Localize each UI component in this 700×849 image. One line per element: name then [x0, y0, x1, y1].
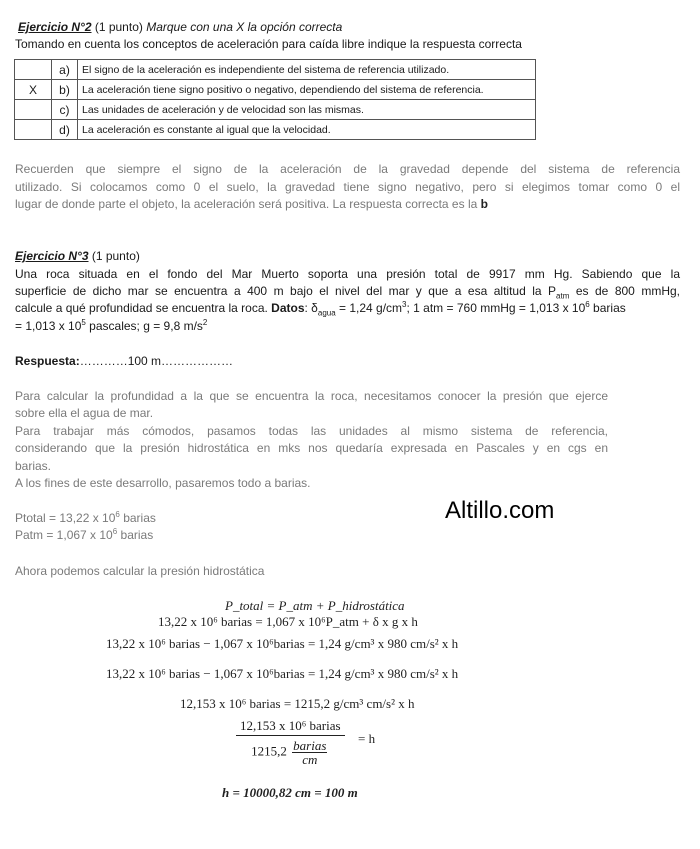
development-line: Para calcular la profundidad a la que se encuentra la roca, necesitamos conocer la presión que ejerce	[15, 389, 608, 403]
development-line: barias.	[15, 459, 52, 473]
final-result: h = 10000,82 cm = 100 m	[222, 785, 358, 800]
development-line: considerando que la presión hidrostática en mks nos quedaría expresada en Pascales y en cgs en	[15, 441, 608, 455]
ex2-answer-letter: b	[480, 197, 488, 211]
ex2-instruction: Marque con una X la opción correcta	[146, 20, 343, 34]
hydro-intro: Ahora podemos calcular la presión hidrostática	[15, 564, 265, 578]
option-mark[interactable]	[15, 100, 52, 120]
ex3-header	[15, 248, 680, 264]
option-text: Las unidades de aceleración y de velocidad son las mismas.	[78, 100, 536, 120]
ex2-explanation-line: utilizado. Si colocamos como 0 el suelo, la gravedad tiene signo negativo, pero si elegimos tomar como 0 el	[15, 180, 680, 194]
ex2-points: (1 punto)	[91, 20, 147, 34]
equation-4: 13,22 x 10⁶ barias − 1,067 x 10⁶barias = 1,24 g/cm³ x 980 cm/s² x h	[106, 666, 459, 681]
ptotal-line: Ptotal = 13,22 x $10^6$ barias	[15, 510, 156, 525]
option-letter: b)	[52, 80, 78, 100]
option-text: La aceleración tiene signo positivo o negativo, dependiendo del sistema de referencia.	[78, 80, 536, 100]
equation-6	[236, 718, 345, 766]
eq6-numerator: 12,153 x 10⁶ barias	[236, 718, 345, 736]
ex3-statement-line: Una roca situada en el fondo del Mar Muerto soporta una presión total de 9917 mm Hg. Sabiendo que la	[15, 267, 680, 281]
equation-2: 13,22 x 10⁶ barias = 1,067 x 10⁶P_atm + δ x g x h	[158, 614, 418, 629]
datos-label: Datos	[271, 301, 305, 315]
options-table	[14, 59, 536, 140]
option-mark[interactable]: X	[15, 80, 52, 100]
ex2-header	[18, 19, 683, 35]
ex2-explanation-line	[15, 196, 680, 212]
equation-1: P_total = P_atm + P_hidrostática	[225, 598, 405, 613]
equation-5: 12,153 x 10⁶ barias = 1215,2 g/cm³ cm/s² x h	[180, 696, 415, 711]
option-text: El signo de la aceleración es independiente del sistema de referencia utilizado.	[78, 60, 536, 80]
option-mark[interactable]	[15, 120, 52, 140]
development-line: sobre ella el agua de mar.	[15, 406, 154, 420]
option-letter: a)	[52, 60, 78, 80]
eq6-denominator: 1215,2 $\frac{\text{barias}}{cm}$	[251, 738, 327, 767]
ex3-points: (1 punto)	[88, 249, 140, 263]
option-letter: c)	[52, 100, 78, 120]
development-line: A los fines de este desarrollo, pasaremos todo a barias.	[15, 476, 311, 490]
respuesta-label: Respuesta:	[15, 354, 80, 368]
altillo-logo: Altillo.com	[445, 497, 555, 524]
option-row-a	[15, 60, 536, 80]
respuesta	[15, 353, 680, 369]
ex3-statement-line: = 1,013 x $10^5$ pascales; g = 9,8 $m/s^2$	[15, 318, 208, 333]
patm-line: Patm = 1,067 x $10^6$ barias	[15, 527, 154, 542]
option-row-c	[15, 100, 536, 120]
option-mark[interactable]	[15, 60, 52, 80]
respuesta-value: …………100 m………………	[79, 354, 234, 368]
option-letter: d)	[52, 120, 78, 140]
eq6-rhs: = h	[358, 731, 376, 746]
ex2-explanation-text: lugar de donde parte el objeto, la aceleración será positiva. La respuesta correcta es la	[15, 197, 481, 211]
ex3-title: Ejercicio N°3	[15, 249, 89, 263]
ex2-title: Ejercicio N°2	[18, 20, 92, 34]
equation-3: 13,22 x 10⁶ barias − 1,067 x 10⁶barias = 1,24 g/cm³ x 980 cm/s² x h	[106, 636, 459, 651]
ex3-statement-line: calcule a qué profundidad se encuentra la roca. Datos: $\delta_{agua} = 1,24$ $g/cm^3$; 1 atm = 760 mmHg = 1,013 x $10^6$ barias	[15, 300, 626, 318]
option-row-d	[15, 120, 536, 140]
option-row-b	[15, 80, 536, 100]
option-text: La aceleración es constante al igual que la velocidad.	[78, 120, 536, 140]
ex2-prompt: Tomando en cuenta los conceptos de aceleración para caída libre indique la respuesta correcta	[15, 37, 522, 51]
ex2-explanation-line: Recuerden que siempre el signo de la aceleración de la gravedad depende del sistema de referencia	[15, 162, 680, 176]
ex3-statement-line: superficie de dicho mar se encuentra a 400 m bajo el nivel del mar y que a esa altitud la $P_{atm}$ es de 800 mmHg,	[15, 284, 680, 301]
development-line: Para trabajar más cómodos, pasamos todas las unidades al mismo sistema de referencia,	[15, 424, 608, 438]
